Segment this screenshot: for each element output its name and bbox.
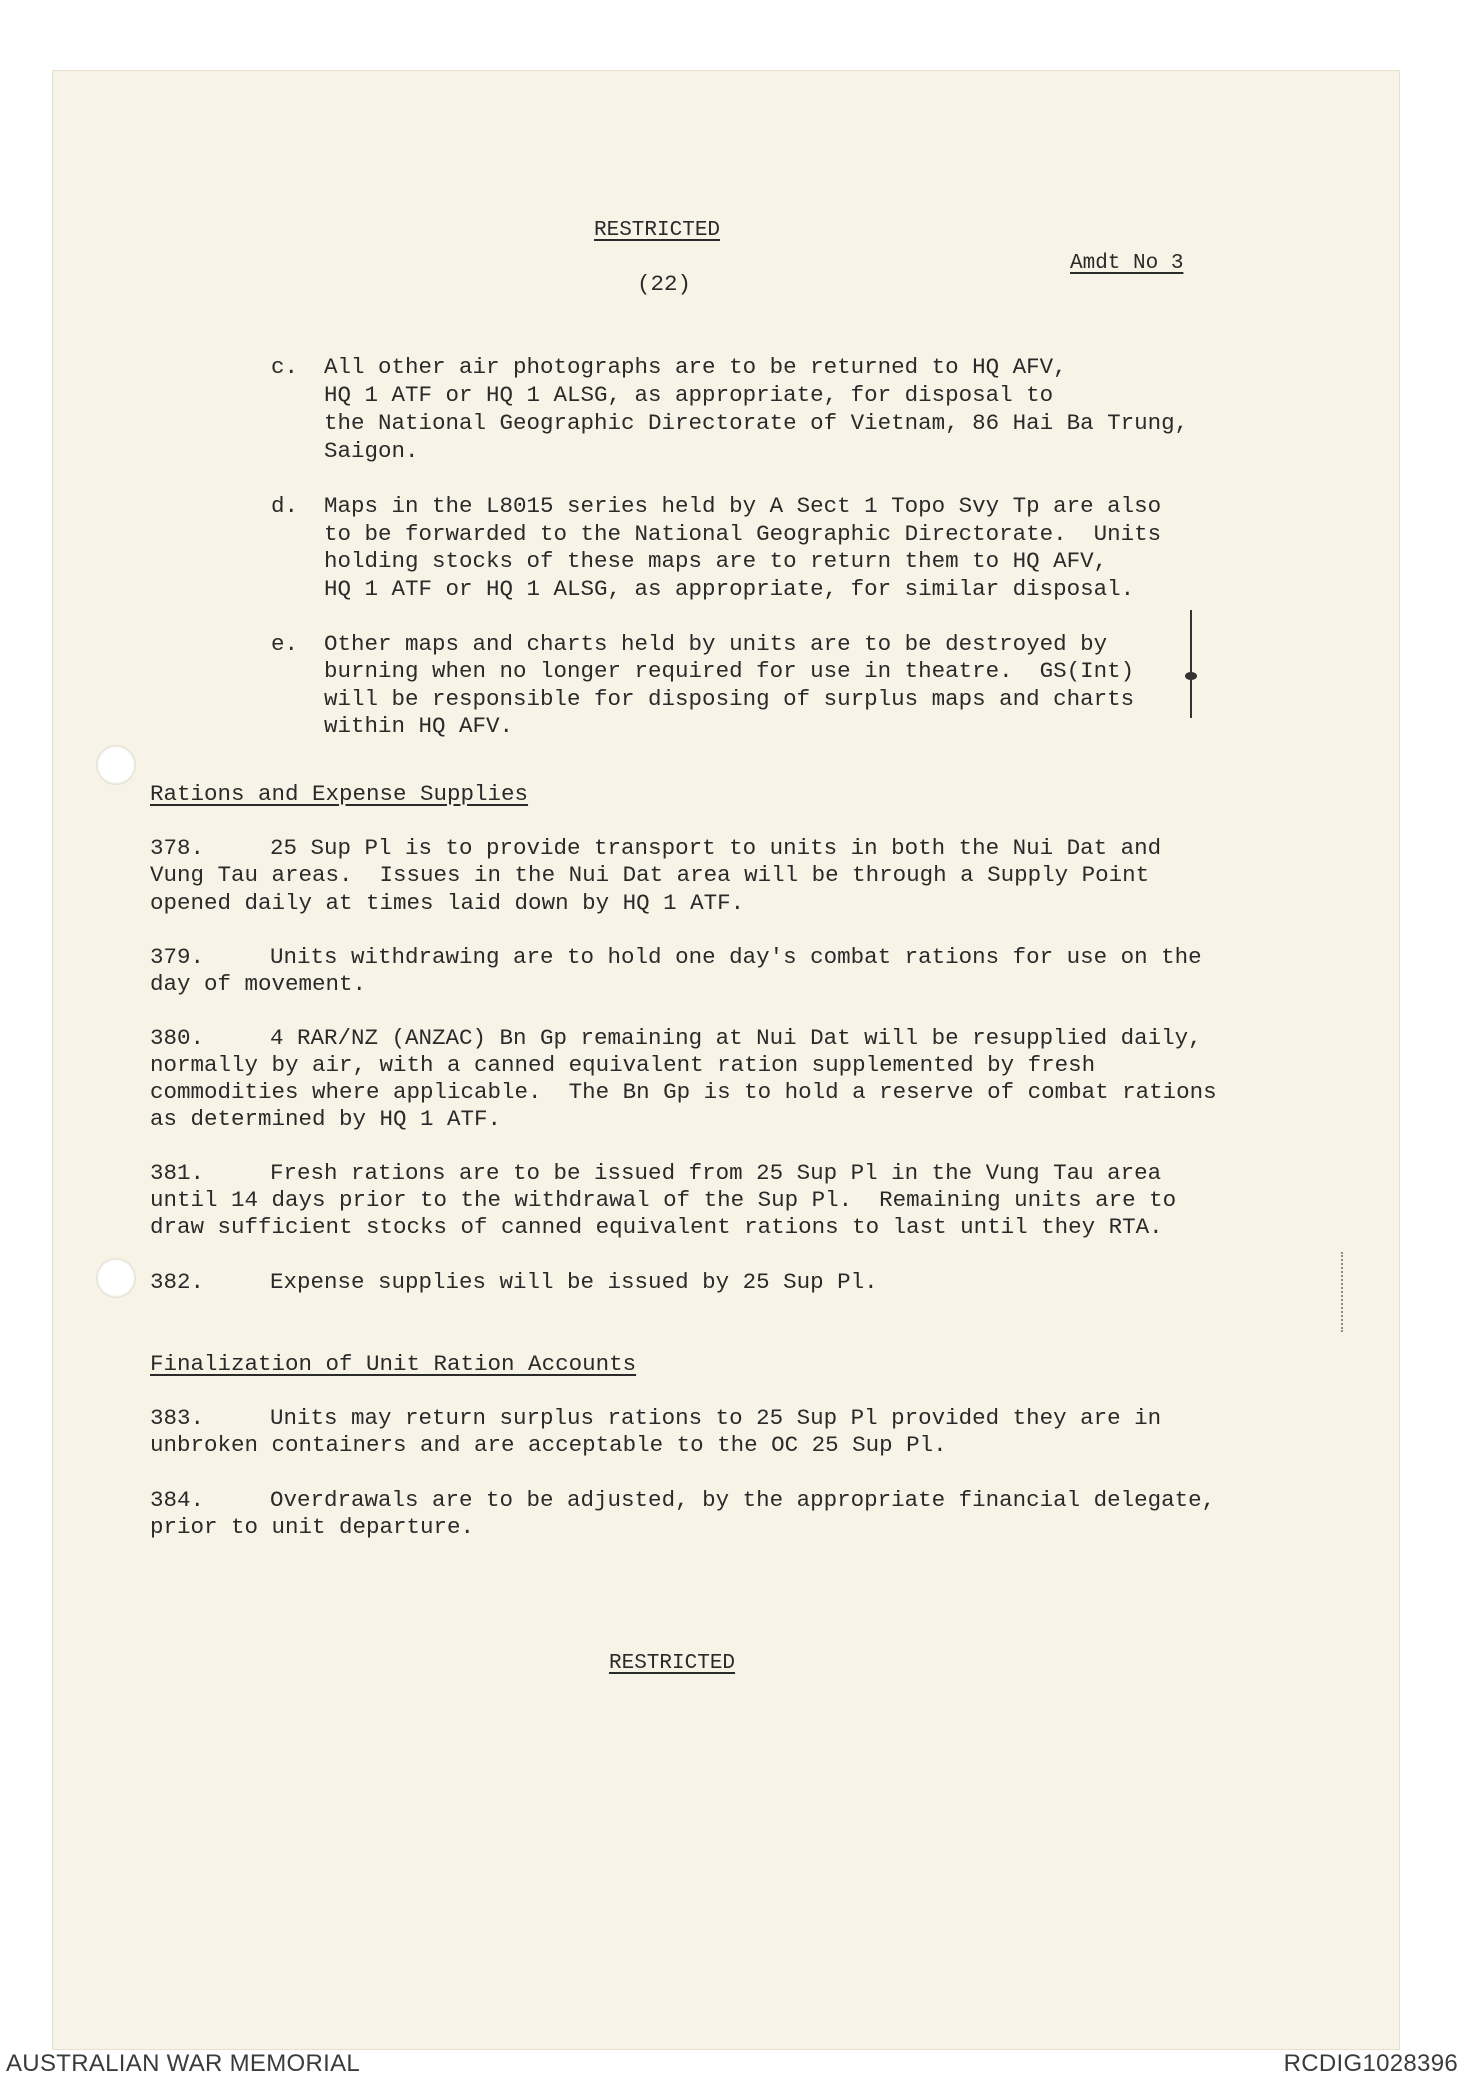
item-line: to be forwarded to the National Geographic Directorate. Units [324,521,1162,547]
paragraph-line: until 14 days prior to the withdrawal of the Sup Pl. Remaining units are to [150,1187,1177,1213]
paragraph-number: 383. [150,1405,205,1431]
paragraph-line: Fresh rations are to be issued from 25 Sup Pl in the Vung Tau area [270,1160,1162,1186]
item-line: holding stocks of these maps are to return them to HQ AFV, [324,548,1108,574]
classification-header: RESTRICTED [594,219,721,242]
paragraph-line: prior to unit departure. [150,1514,475,1540]
item-line: HQ 1 ATF or HQ 1 ALSG, as appropriate, for similar disposal. [324,576,1135,602]
paragraph-line: opened daily at times laid down by HQ 1 ATF. [150,890,745,916]
item-line: will be responsible for disposing of surplus maps and charts [324,686,1135,712]
amendment-change-bar [1190,610,1192,718]
item-letter: d. [271,493,299,519]
archive-id-label: RCDIG1028396 [1283,2050,1458,2077]
paragraph-line: Units may return surplus rations to 25 Sup Pl provided they are in [270,1405,1162,1431]
item-line: within HQ AFV. [324,713,514,739]
page-number: (22) [637,271,692,297]
archive-source-label: AUSTRALIAN WAR MEMORIAL [6,2050,361,2077]
paragraph-number: 382. [150,1269,205,1295]
item-letter: c. [271,354,299,380]
paragraph-number: 384. [150,1487,205,1513]
item-line: Saigon. [324,438,419,464]
paragraph-line: unbroken containers and are acceptable to the OC 25 Sup Pl. [150,1432,947,1458]
item-letter: e. [271,631,299,657]
item-line: Other maps and charts held by units are to be destroyed by [324,631,1108,657]
punch-hole [96,1258,136,1298]
paragraph-line: day of movement. [150,971,367,997]
paragraph-line: draw sufficient stocks of canned equivalent rations to last until they RTA. [150,1214,1163,1240]
amendment-number: Amdt No 3 [1070,252,1184,275]
paragraph-line: normally by air, with a canned equivalent ration supplemented by fresh [150,1052,1096,1078]
item-line: burning when no longer required for use in theatre. GS(Int) [324,658,1135,684]
classification-footer: RESTRICTED [609,1652,736,1675]
paragraph-line: commodities where applicable. The Bn Gp is to hold a reserve of combat rations [150,1079,1217,1105]
paragraph-number: 381. [150,1160,205,1186]
punch-hole [96,745,136,785]
paragraph-line: Vung Tau areas. Issues in the Nui Dat area will be through a Supply Point [150,862,1150,888]
item-line: All other air photographs are to be returned to HQ AFV, [324,354,1067,380]
paragraph-line: Expense supplies will be issued by 25 Sup Pl. [270,1269,878,1295]
paragraph-number: 379. [150,944,205,970]
section-heading: Rations and Expense Supplies [150,781,529,807]
paragraph-line: Overdrawals are to be adjusted, by the appropriate financial delegate, [270,1487,1216,1513]
paragraph-number: 378. [150,835,205,861]
margin-marks [1341,1252,1347,1332]
paragraph-number: 380. [150,1025,205,1051]
paragraph-line: as determined by HQ 1 ATF. [150,1106,502,1132]
paragraph-line: 4 RAR/NZ (ANZAC) Bn Gp remaining at Nui Dat will be resupplied daily, [270,1025,1202,1051]
section-heading: Finalization of Unit Ration Accounts [150,1351,637,1377]
paragraph-line: 25 Sup Pl is to provide transport to units in both the Nui Dat and [270,835,1162,861]
item-line: the National Geographic Directorate of Vietnam, 86 Hai Ba Trung, [324,410,1189,436]
item-line: HQ 1 ATF or HQ 1 ALSG, as appropriate, for disposal to [324,382,1054,408]
paragraph-line: Units withdrawing are to hold one day's combat rations for use on the [270,944,1202,970]
amendment-change-bar-marker [1185,672,1197,680]
item-line: Maps in the L8015 series held by A Sect 1 Topo Svy Tp are also [324,493,1162,519]
